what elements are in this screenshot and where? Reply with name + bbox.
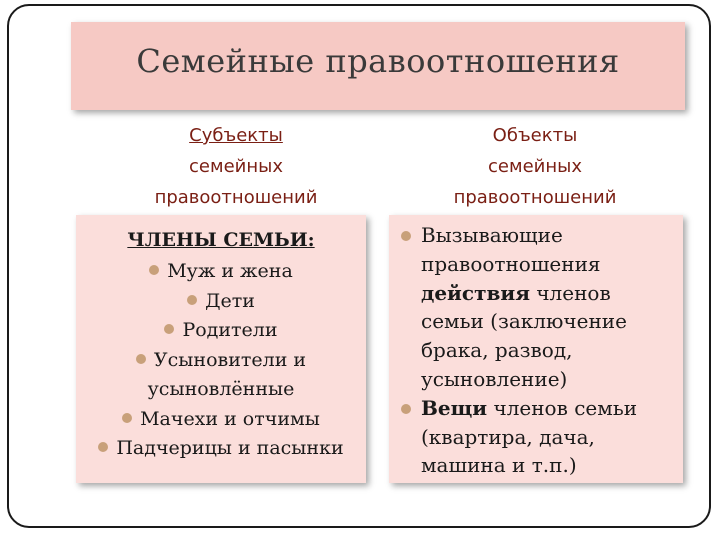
list-item-text: Усыновители и xyxy=(153,348,307,371)
objects-header-line-3: правоотношений xyxy=(453,187,617,208)
objects-box xyxy=(389,215,683,483)
subjects-header-line-3: правоотношений xyxy=(154,187,318,208)
actions-line-3: членов xyxy=(529,280,611,305)
list-item xyxy=(76,405,366,435)
actions-line-6: усыновление) xyxy=(421,366,568,391)
bullet-icon xyxy=(149,265,159,275)
list-item xyxy=(76,316,366,346)
actions-line-5: брака, развод, xyxy=(421,338,573,363)
list-item xyxy=(399,394,677,480)
list-item xyxy=(76,287,366,317)
bullet-icon xyxy=(136,354,146,364)
subjects-header-line-1: Субъекты xyxy=(189,125,283,146)
list-item xyxy=(76,346,366,376)
subjects-box xyxy=(76,215,366,483)
objects-header-line-2: семейных xyxy=(488,156,582,177)
list-item xyxy=(76,257,366,287)
subjects-header-line-2: семейных xyxy=(189,156,283,177)
things-bold: Вещи xyxy=(421,395,488,420)
slide-title: Семейные правоотношения xyxy=(136,42,620,80)
bullet-icon xyxy=(164,324,174,334)
objects-header-line-1: Объекты xyxy=(492,125,578,146)
title-box xyxy=(71,22,685,110)
actions-line-1: Вызывающие xyxy=(421,223,563,247)
list-item-text: Дети xyxy=(205,289,255,312)
objects-list xyxy=(399,221,677,480)
list-item-text: Мачехи и отчимы xyxy=(140,407,320,430)
list-item xyxy=(399,221,677,394)
family-members-list xyxy=(76,257,366,464)
bullet-icon xyxy=(187,295,197,305)
actions-bold: действия xyxy=(421,280,530,305)
bullet-icon xyxy=(401,231,411,241)
subjects-header xyxy=(96,120,376,213)
actions-line-2: правоотношения xyxy=(421,251,601,276)
actions-line-4: семьи (заключение xyxy=(421,309,627,334)
list-item-text: Родители xyxy=(182,319,278,341)
things-line-3: машина и т.п.) xyxy=(421,453,577,478)
list-item-text: Падчерицы и пасынки xyxy=(116,437,344,459)
objects-header xyxy=(394,120,676,213)
list-item-text: Муж и жена xyxy=(167,260,293,282)
things-line-1: членов семьи xyxy=(487,395,638,420)
bullet-icon xyxy=(401,404,411,414)
list-item-text: усыновлённые xyxy=(147,378,295,400)
family-members-heading: ЧЛЕНЫ СЕМЬИ: xyxy=(127,229,315,251)
list-item xyxy=(76,434,366,464)
bullet-icon xyxy=(122,413,132,423)
list-item-continuation xyxy=(76,375,366,405)
bullet-icon xyxy=(98,442,108,452)
things-line-2: (квартира, дача, xyxy=(421,424,595,449)
